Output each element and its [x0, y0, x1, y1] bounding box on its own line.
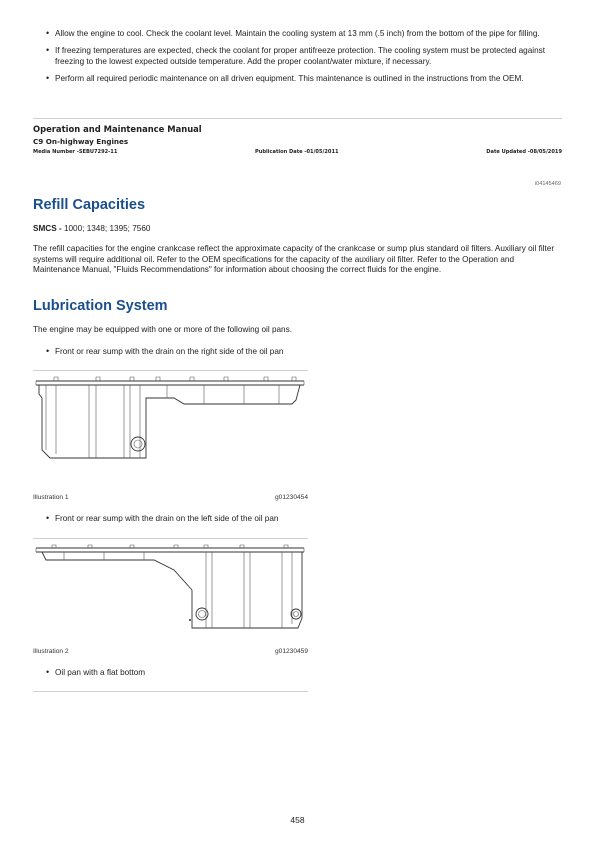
refill-capacities-heading: Refill Capacities: [33, 197, 146, 213]
bullet-item: • Front or rear sump with the drain on the right side of the oil pan: [46, 346, 561, 357]
illustration-label: Illustration 1: [33, 494, 69, 501]
smcs-label: SMCS -: [33, 224, 62, 233]
bullet-item: • Perform all required periodic maintenance on all driven equipment. This maintenance is outlined in the instructions from the OEM.: [46, 73, 561, 84]
oil-pan-illustration: [34, 374, 306, 486]
publication-date: Publication Date -01/05/2011: [255, 149, 339, 155]
bullet-item: • Front or rear sump with the drain on the left side of the oil pan: [46, 513, 561, 524]
oil-pan-bullet-3: [46, 667, 561, 684]
divider: [33, 118, 562, 119]
graphic-id: g01230454: [274, 494, 308, 501]
bullet-item: • If freezing temperatures are expected, check the coolant for proper antifreeze protection. The cooling system must be protected against freezing to the lowest expected outside temperature. Add the proper coolant/water mixture, if necessary.: [46, 45, 561, 67]
graphic-id: g01230459: [274, 648, 308, 655]
bullet-item: • Oil pan with a flat bottom: [46, 667, 561, 678]
illustration-top-rule: [33, 691, 308, 692]
bullet-item: • Allow the engine to cool. Check the coolant level. Maintain the cooling system at 13 mm (.5 inch) from the bottom of the pipe for filling.: [46, 28, 561, 39]
page-number: 458: [290, 815, 305, 825]
illustration-top-rule: [33, 538, 308, 539]
illustration-label: Illustration 2: [33, 648, 69, 655]
top-bullet-list: [46, 28, 561, 90]
lubrication-intro: The engine may be equipped with one or more of the following oil pans.: [33, 325, 292, 334]
smcs-line: [33, 224, 150, 235]
refill-paragraph: The refill capacities for the engine crankcase reflect the approximate capacity of the crankcase or sump plus standard oil filters. Auxiliary oil filter systems will require additional oil. Refer to the OEM specifications for the capacity of the auxiliary oil filter. Refer to the Operation and Maintenance Manual, "Fluids Recommendations" for information about choosing the correct fluids for the engine.: [33, 244, 555, 274]
smcs-codes: 1000; 1348; 1395; 7560: [63, 224, 151, 233]
media-number: Media Number -SEBU7292-11: [33, 149, 118, 155]
document-id: i04145469: [534, 181, 561, 187]
lubrication-system-heading: Lubrication System: [33, 298, 168, 314]
oil-pan-illustration: [34, 544, 306, 640]
illustration-top-rule: [33, 370, 308, 371]
manual-subtitle: C9 On-highway Engines: [33, 137, 129, 146]
manual-title: Operation and Maintenance Manual: [33, 124, 202, 134]
date-updated: Date Updated -08/05/2019: [486, 149, 562, 155]
oil-pan-bullet-1: [46, 346, 561, 363]
oil-pan-bullet-2: [46, 513, 561, 530]
